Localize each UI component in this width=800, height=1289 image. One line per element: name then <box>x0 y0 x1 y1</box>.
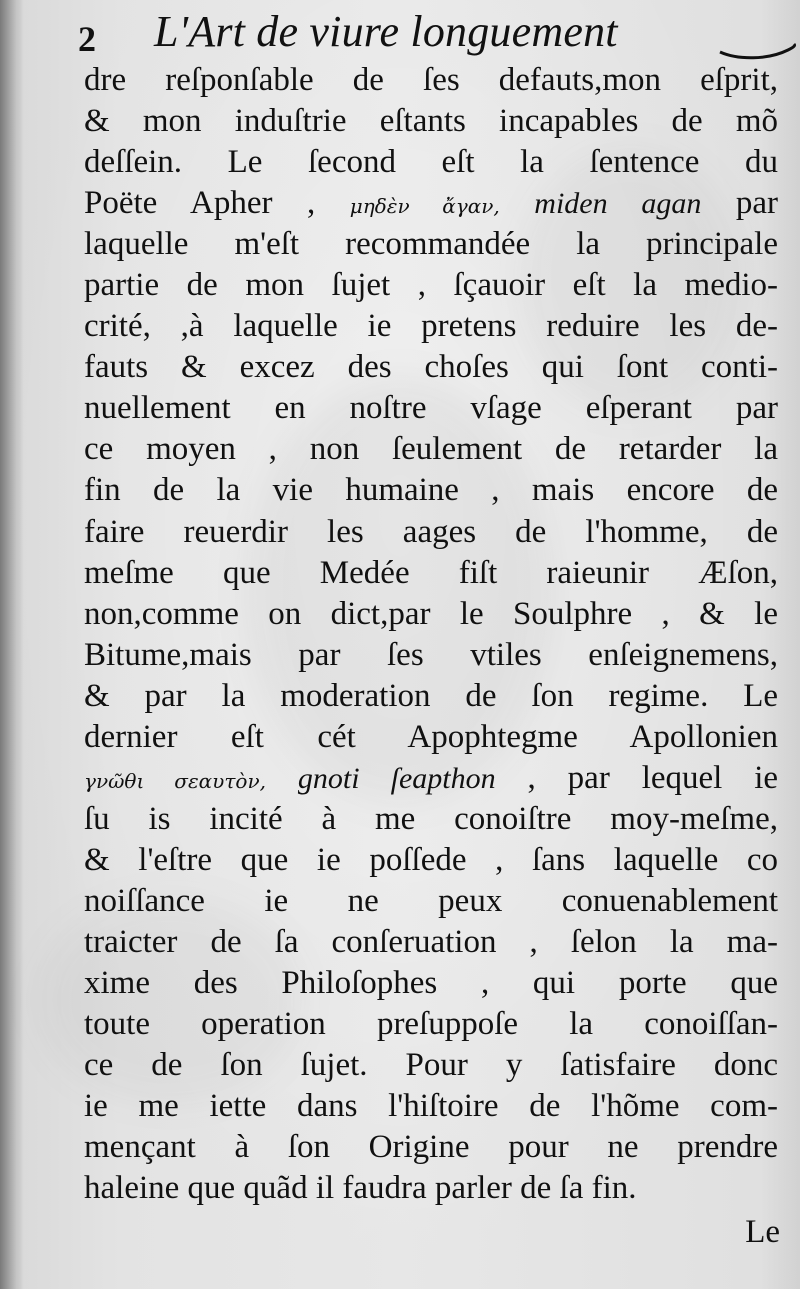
text-line: partie de mon ſujet , ſçauoir eſt la medio- <box>84 267 778 304</box>
text-line: & par la moderation de ſon regime. Le <box>84 677 778 714</box>
text-line: traicter de ſa conſeruation , ſelon la ma- <box>84 923 778 960</box>
text-line: deſſein. Le ſecond eſt la ſentence du <box>84 144 778 181</box>
text-line: ſu is incité à me conoiſtre moy-meſme, <box>84 800 778 837</box>
text-line: xime des Philoſophes , qui porte que <box>84 965 778 1002</box>
text-line: ce de ſon ſujet. Pour y ſatisfaire donc <box>84 1047 778 1084</box>
text-line: dre reſponſable de ſes defauts,mon eſprit, <box>84 62 778 98</box>
running-title: L'Art de viure longuement <box>154 7 618 56</box>
text-line: & l'eſtre que ie poſſede , ſans laquelle co <box>84 841 778 878</box>
page-number: 2 <box>78 19 96 59</box>
catchword: Le <box>745 1214 780 1250</box>
text-line: & mon induſtrie eſtants incapables de mõ <box>84 103 778 140</box>
text-line: haleine que quãd il faudra parler de ſa fin. <box>84 1170 637 1207</box>
line-text-fragment: par <box>735 185 779 222</box>
text-line: toute operation preſuppoſe la conoiſſan- <box>84 1006 778 1043</box>
greek-phrase: γνῶθι σεαυτὸν, <box>84 768 266 793</box>
text-line: ie me iette dans l'hiſtoire de l'hõme com- <box>84 1088 778 1125</box>
greek-phrase: μηδὲν ἄγαν, <box>349 194 500 219</box>
text-line: faire reuerdir les aages de l'homme, de <box>84 513 778 550</box>
text-line: mençant à ſon Origine pour ne prendre <box>84 1129 778 1166</box>
page-gutter-shadow <box>0 0 24 1289</box>
text-line: crité, ,à laquelle ie pretens reduire les de- <box>84 308 778 345</box>
transliteration: miden agan <box>534 187 702 221</box>
text-line: Bitume,mais par ſes vtiles enſeignemens, <box>84 636 778 673</box>
text-line: fauts & excez des choſes qui ſont conti- <box>84 349 778 386</box>
text-line: ce moyen , non ſeulement de retarder la <box>84 431 778 468</box>
text-line: laquelle m'eſt recommandée la principale <box>84 226 778 263</box>
text-line: dernier eſt cét Apophtegme Apollonien <box>84 718 778 755</box>
transliteration: gnoti ſeapthon <box>297 761 496 795</box>
text-line: noiſſance ie ne peux conuenablement <box>84 882 778 919</box>
text-line: fin de la vie humaine , mais encore de <box>84 472 778 509</box>
text-line: meſme que Medée fiſt raieunir Æſon, <box>84 554 778 591</box>
text-line: non,comme on dict,par le Soulphre , & le <box>84 595 778 632</box>
page-header <box>78 4 758 64</box>
line-text-fragment: Poëte Apher , <box>84 185 316 222</box>
body-text <box>84 60 778 1209</box>
title-flourish-ornament <box>718 42 798 62</box>
text-line <box>84 183 778 224</box>
line-text-fragment: , par lequel ie <box>527 759 779 796</box>
text-line <box>84 758 778 799</box>
text-line: nuellement en noſtre vſage eſperant par <box>84 390 778 427</box>
